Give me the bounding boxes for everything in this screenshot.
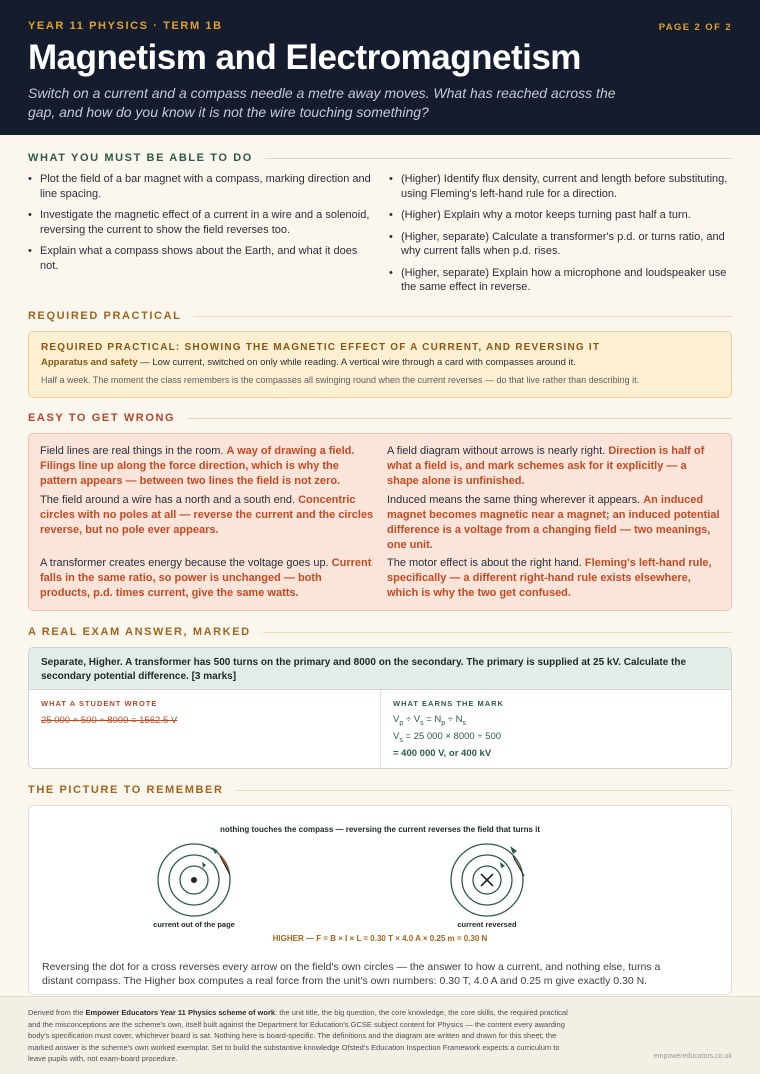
course-kicker: YEAR 11 PHYSICS · TERM 1B (28, 20, 223, 32)
higher-calculation: HIGHER — F = B × I × L = 0.30 T × 4.0 A × 0.25 m = 0.30 N (272, 934, 488, 943)
source-note: Derived from the Empower Educators Year 11 Physics scheme of work: the unit title, the big question, the core knowledge, the core skills, the required practical and the misconceptions are the scheme's own, itself built against the Department for Education's GCSE subject content for Physics — the content every awarding body's specification must cover, whichever board is sat. Nothing here is board-specific. The definitions and the diagram are written and drawn for this sheet; the marked answer is the scheme's own worked exemplar. Set to build the substantive knowledge Ofsted's Education Inspection Framework expects a curriculum to leave pupils with, not exam-board procedure. (28, 1008, 568, 1063)
page-title: Magnetism and Electromagnetism (28, 38, 581, 77)
list-item: • Plot the field of a bar magnet with a compass, marking direction and line spacing. (28, 172, 373, 201)
site-url: empowereducators.co.uk (653, 1053, 732, 1060)
page-number: PAGE 2 OF 2 (658, 22, 732, 33)
list-item: • (Higher) Explain why a motor keeps turning past half a turn. (389, 208, 729, 223)
cross-icon (481, 874, 493, 886)
mark-result: = 400 000 V, or 400 kV (393, 747, 492, 759)
misconception-item: A field diagram without arrows is nearly right. Direction is half of what a field is, and mark schemes ask for it explicitly — a shape alone is unfinished. (387, 445, 705, 487)
compass-needle-icon (219, 854, 230, 875)
exam-question: Separate, Higher. A transformer has 500 turns on the primary and 8000 on the secondary. The primary is supplied at 25 kV. Calculate the secondary potential difference. [3 marks] (29, 648, 731, 690)
exam-heading: A REAL EXAM ANSWER, MARKED (28, 626, 732, 638)
student-label: WHAT A STUDENT WROTE (41, 699, 158, 708)
practical-title: REQUIRED PRACTICAL: SHOWING THE MAGNETIC EFFECT OF A CURRENT, AND REVERSING IT (41, 342, 601, 353)
list-item: • (Higher) Identify flux density, current and length before substituting, using Fleming's left-hand rule for a direction. (389, 172, 729, 201)
label-current-reversed: current reversed (457, 920, 517, 929)
compass-needle-icon (513, 856, 525, 877)
misconceptions-box (28, 433, 732, 611)
mark-scheme-column (381, 690, 731, 768)
big-question: Switch on a current and a compass needle a metre away moves. What has reached across the gap, and how do you know it is not the wire touching something? (28, 85, 616, 120)
mark-label: WHAT EARNS THE MARK (393, 699, 504, 708)
mark-substitution: $V_s = 25$ 000 × 8000 ÷ 500 (393, 730, 502, 744)
arrow-icon (500, 862, 505, 868)
student-answer: 25 000 × 500 ÷ 8000 = 1562.5 V (41, 715, 178, 726)
label-current-out: current out of the page (153, 920, 235, 929)
student-answer-column (29, 690, 381, 768)
exam-box (28, 647, 732, 769)
page-footer (0, 996, 760, 1074)
misconception-item: The motor effect is about the right hand. Fleming's left-hand rule, specifically — a different right-hand rule exists elsewhere, which is why the two get confused. (387, 557, 712, 599)
wire-into-page (451, 844, 525, 916)
misconception-item: Field lines are real things in the room. A way of drawing a field. Filings line up along the force direction, which is why the pattern appears — between two lines the field is not zero. (40, 445, 355, 487)
list-item: • Investigate the magnetic effect of a current in a wire and a solenoid, reversing the current to show the field reverses too. (28, 208, 373, 237)
list-item: • Explain what a compass shows about the Earth, and what it does not. (28, 244, 373, 273)
skills-heading: WHAT YOU MUST BE ABLE TO DO (28, 152, 732, 164)
mark-formula: $V_p \div V_s = N_p \div N_s$ (393, 714, 467, 727)
list-item: • (Higher, separate) Explain how a microphone and loudspeaker use the same effect in reverse. (389, 266, 729, 295)
diagram-explanation: Reversing the dot for a cross reverses every arrow on the field's own circles — the answer to how a current, and nothing else, turns a distant compass. The Higher box computes a real force from the unit's own numbers: 0.30 T, 4.0 A and 0.25 m give exactly 0.30 N. (42, 961, 661, 987)
practical-note: Half a week. The moment the class remembers is the compasses all swinging round when the current reverses — do that live rather than describing it. (41, 375, 640, 385)
practical-box (28, 331, 732, 398)
skills-list-right (389, 172, 729, 302)
picture-heading: THE PICTURE TO REMEMBER (28, 784, 732, 796)
arrow-icon (202, 862, 206, 868)
practical-heading: REQUIRED PRACTICAL (28, 310, 732, 322)
misconception-item: Induced means the same thing wherever it appears. An induced magnet becomes magnetic near a magnet; an induced potential difference is a voltage from a changing field — two meanings, one unit. (387, 494, 720, 551)
list-item: • (Higher, separate) Calculate a transformer's p.d. or turns ratio, and why current falls when p.d. rises. (389, 230, 729, 259)
skills-list-left (28, 172, 373, 280)
wire-out-of-page (158, 844, 230, 916)
page-header (0, 0, 760, 135)
misconception-item: The field around a wire has a north and a south end. Concentric circles with no poles at all — reverse the current and the circles reverse, but no pole ever appears. (40, 494, 374, 536)
diagram-caption: nothing touches the compass — reversing the current reverses the field that turns it (219, 825, 541, 834)
dot-icon (191, 877, 197, 883)
misconceptions-heading: EASY TO GET WRONG (28, 412, 732, 424)
misconception-item: A transformer creates energy because the voltage goes up. Current falls in the same ratio, so power is unchanged — both products, p.d. times current, give the same watts. (40, 557, 372, 599)
practical-apparatus: Apparatus and safety — Low current, switched on only while reading. A vertical wire through a card with compasses around it. (41, 357, 576, 368)
